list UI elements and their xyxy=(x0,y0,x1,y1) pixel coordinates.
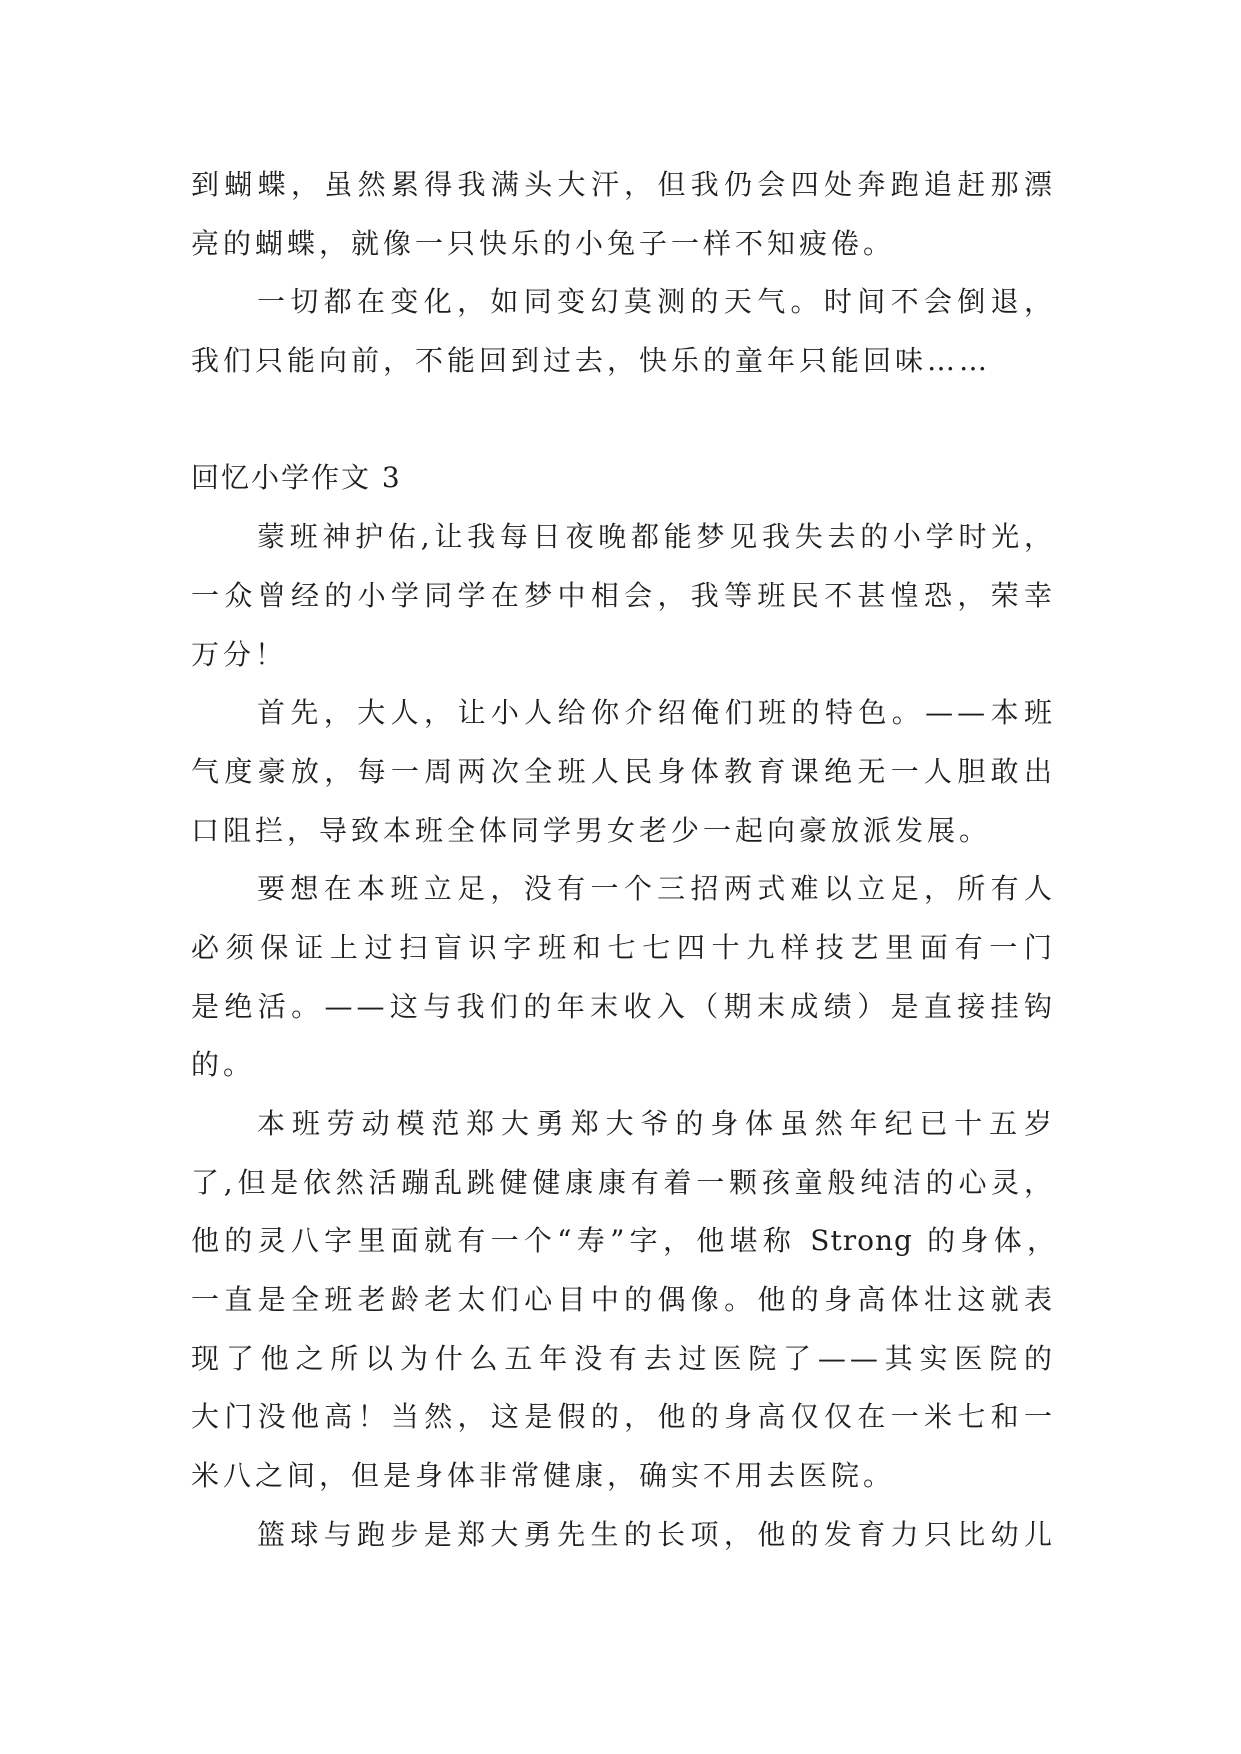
text-line: 要想在本班立足，没有一个三招两式难以立足，所有人 xyxy=(257,872,1056,906)
text-line: 气度豪放，每一周两次全班人民身体教育课绝无一人胆敢出 xyxy=(191,754,1056,788)
text-line: 一直是全班老龄老太们心目中的偶像。他的身高体壮这就表 xyxy=(191,1283,1056,1317)
paragraph xyxy=(191,1506,1056,1565)
text-line: 的。 xyxy=(191,1048,256,1082)
essay-title: 回忆小学作文 3 xyxy=(191,461,402,495)
paragraph xyxy=(191,156,1056,273)
paragraph xyxy=(191,860,1056,1095)
text-line: 一切都在变化，如同变幻莫测的天气。时间不会倒退， xyxy=(257,285,1056,319)
paragraph xyxy=(191,684,1056,860)
text-line: 现了他之所以为什么五年没有去过医院了——其实医院的 xyxy=(191,1341,1056,1375)
paragraph xyxy=(191,1095,1056,1506)
text-line: 一众曾经的小学同学在梦中相会，我等班民不甚惶恐，荣幸 xyxy=(191,578,1056,612)
text-line: 了,但是依然活蹦乱跳健健康康有着一颗孩童般纯洁的心灵， xyxy=(191,1165,1056,1199)
paragraph xyxy=(191,508,1056,684)
text-line: 本班劳动模范郑大勇郑大爷的身体虽然年纪已十五岁 xyxy=(257,1107,1056,1140)
text-line: 口阻拦，导致本班全体同学男女老少一起向豪放派发展。 xyxy=(191,813,992,847)
text-line: 大门没他高！当然，这是假的，他的身高仅仅在一米七和一 xyxy=(191,1400,1056,1434)
text-line: 亮的蝴蝶，就像一只快乐的小兔子一样不知疲倦。 xyxy=(191,226,896,260)
text-line: 米八之间，但是身体非常健康，确实不用去医院。 xyxy=(191,1459,896,1493)
paragraph xyxy=(191,273,1056,390)
text-column xyxy=(191,156,1056,1565)
text-line: 首先，大人，让小人给你介绍俺们班的特色。——本班 xyxy=(257,696,1056,730)
text-line: 是绝活。——这与我们的年末收入（期末成绩）是直接挂钩 xyxy=(191,989,1056,1023)
text-line: 我们只能向前，不能回到过去，快乐的童年只能回味…… xyxy=(191,344,992,378)
text-line: 蒙班神护佑,让我每日夜晚都能梦见我失去的小学时光， xyxy=(257,520,1056,554)
text-line: 万分！ xyxy=(191,637,288,671)
text-line: 篮球与跑步是郑大勇先生的长项，他的发育力只比幼儿 xyxy=(257,1517,1056,1551)
text-line: 他的灵八字里面就有一个“寿”字，他堪称 Strong 的身体， xyxy=(191,1224,1056,1258)
text-line: 到蝴蝶，虽然累得我满头大汗，但我仍会四处奔跑追赶那漂 xyxy=(191,168,1056,201)
text-line: 必须保证上过扫盲识字班和七七四十九样技艺里面有一门 xyxy=(191,930,1056,964)
